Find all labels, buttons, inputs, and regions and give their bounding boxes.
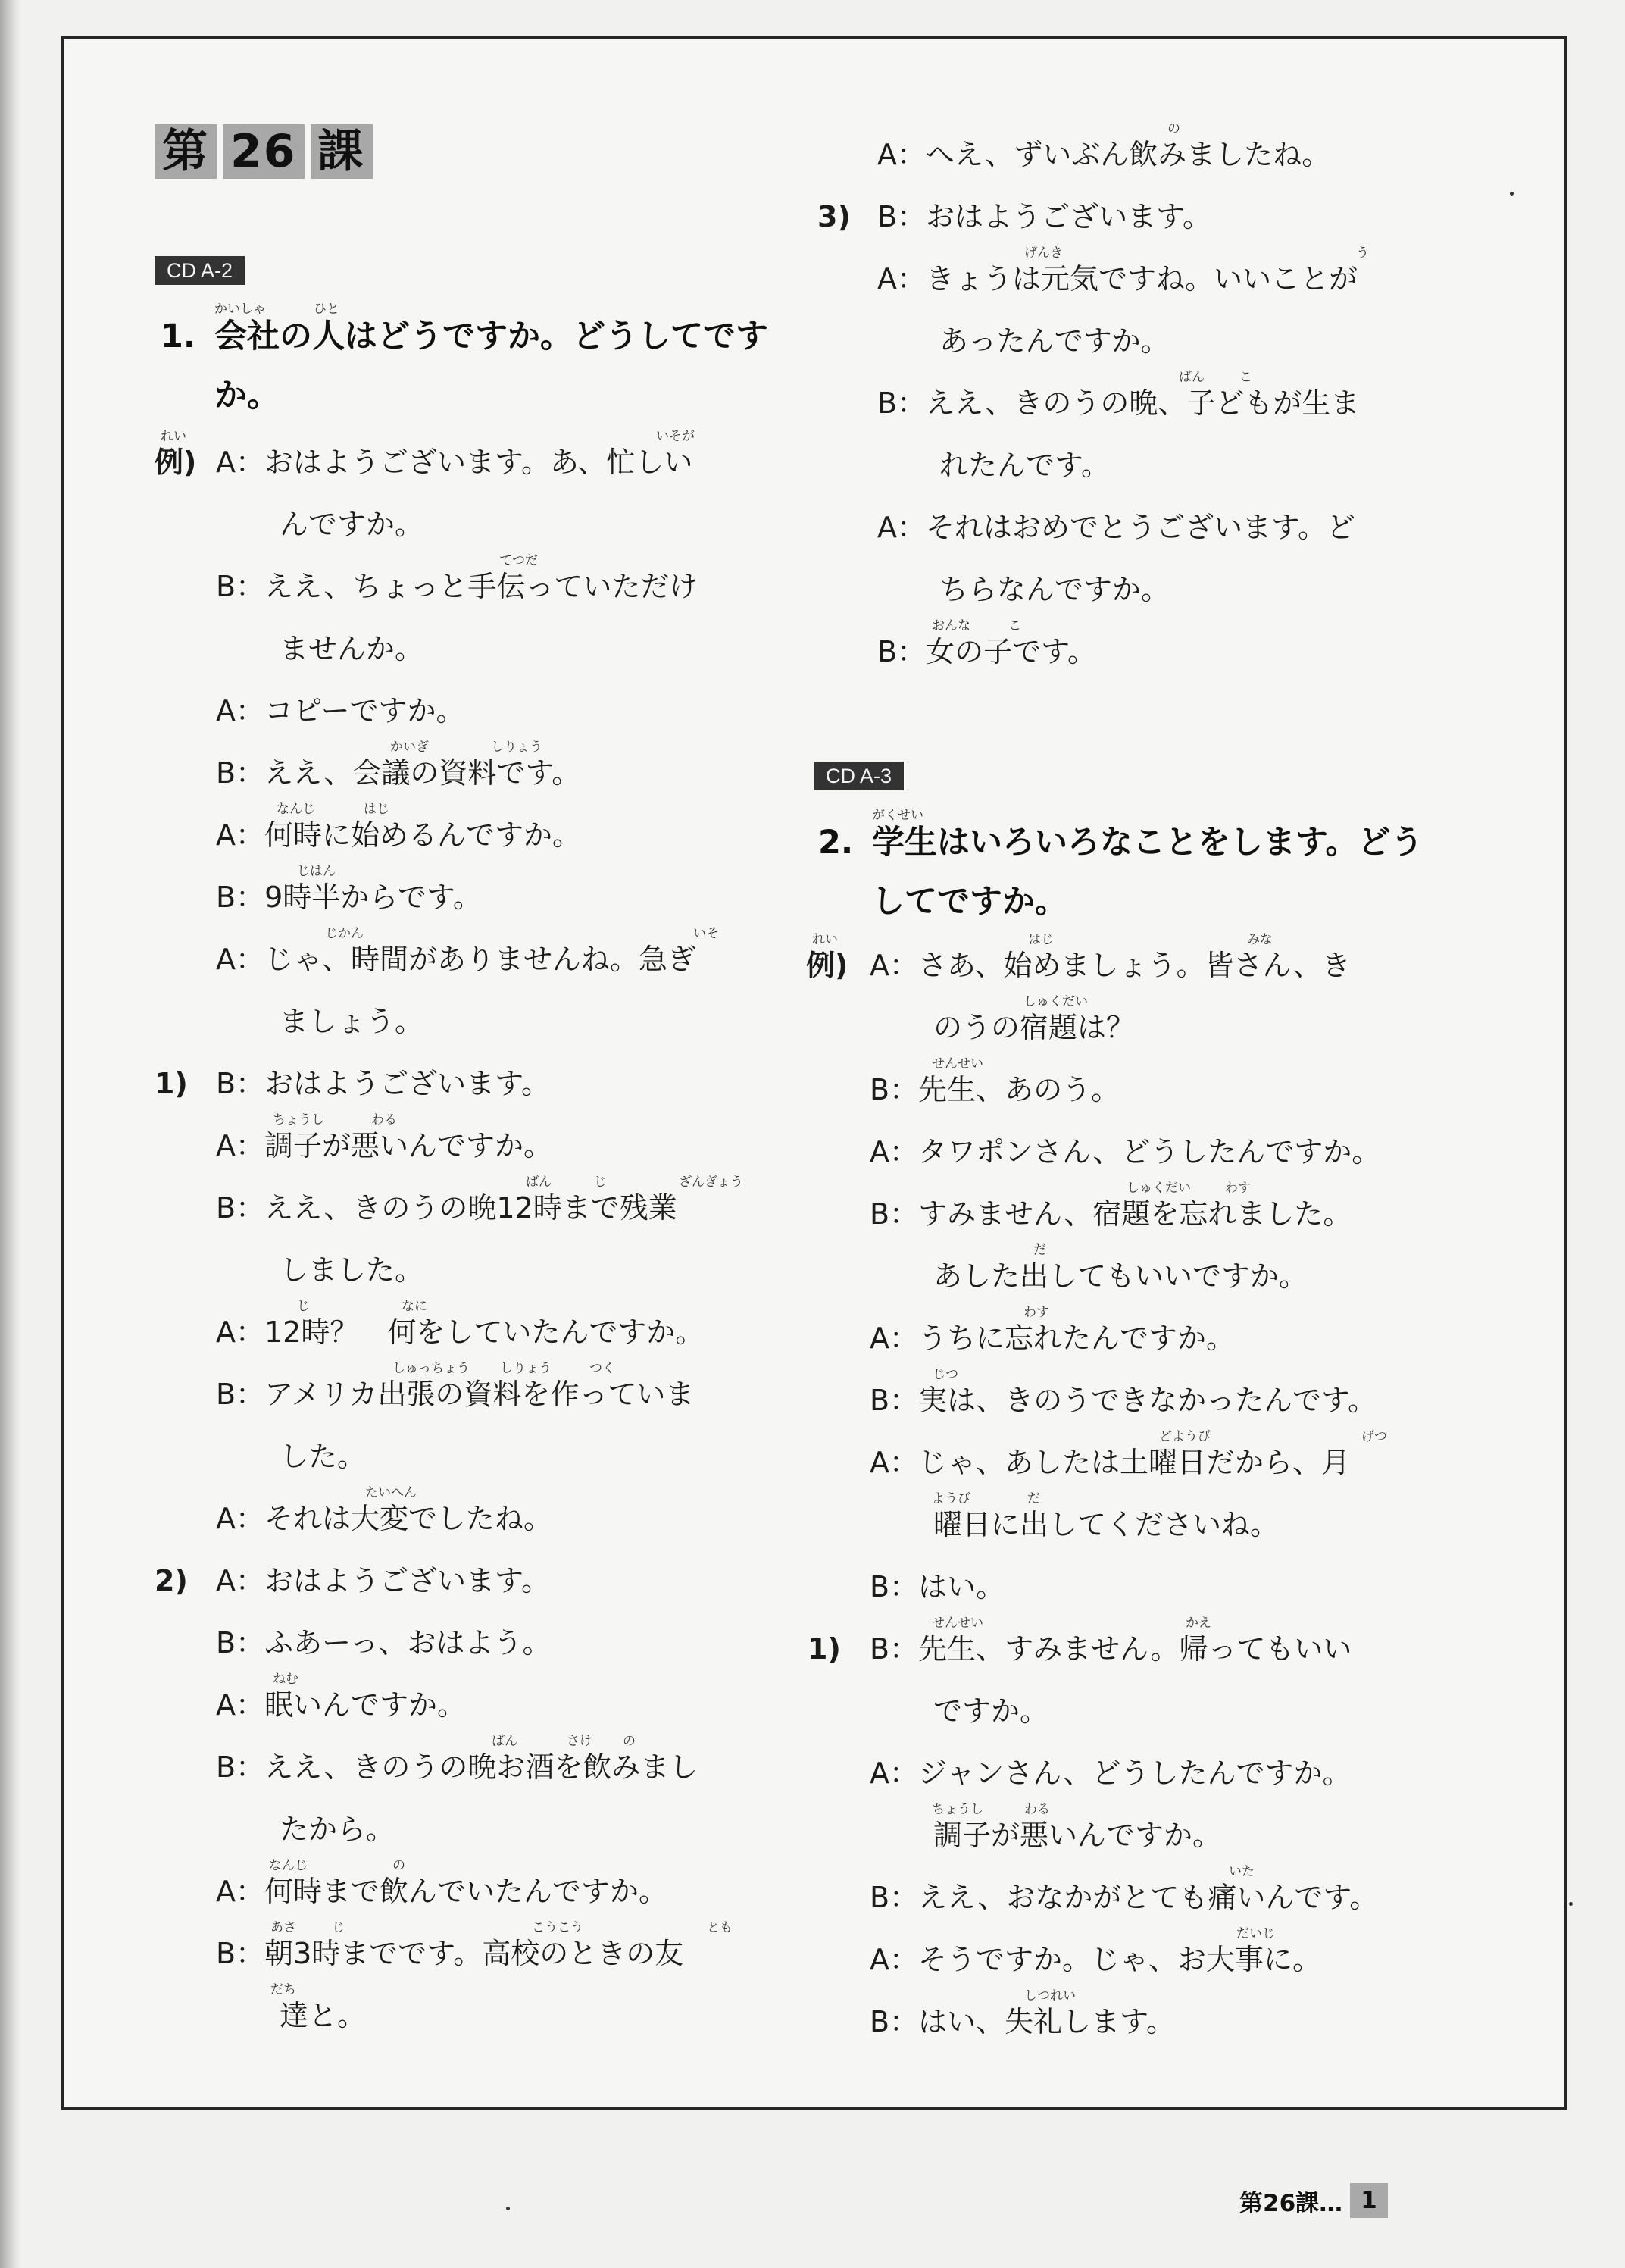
dialogue-line: のうの宿題は？ (933, 1011, 1136, 1044)
furigana: ねむ (273, 1672, 298, 1687)
furigana: どようび (1159, 1429, 1211, 1444)
scan-speck (1510, 192, 1514, 196)
furigana: はじ (1028, 932, 1054, 947)
furigana: つく (589, 1361, 615, 1376)
dialogue-line: A：それはおめでとうございます。ど (877, 511, 1355, 544)
furigana: ばん (526, 1175, 552, 1190)
dialogue-line: B：朝3時までです。高校のときの友 (216, 1937, 684, 1970)
dialogue-line: A：きょうは元気ですね。いいことが (877, 262, 1358, 296)
furigana: わす (1225, 1181, 1251, 1196)
dialogue-line: A：おはようございます。 (216, 1564, 550, 1597)
furigana: いそ (693, 926, 719, 941)
furigana: さけ (567, 1734, 592, 1749)
furigana: だ (1033, 1243, 1046, 1258)
cd-track-label: CD A-3 (814, 762, 904, 790)
dialogue-line: 達と。 (280, 1999, 367, 2032)
furigana: しゅくだい (1127, 1181, 1191, 1196)
dialogue-line: A：12時？ 何をしていたんですか。 (216, 1315, 705, 1349)
furigana: しりょう (491, 740, 542, 755)
dialogue-line: B：おはようございます。 (877, 200, 1212, 233)
exercise-number: 1) (155, 1067, 188, 1100)
page-edge-shadow (0, 0, 21, 2268)
furigana: ばん (492, 1734, 517, 1749)
furigana: なんじ (269, 1858, 308, 1873)
dialogue-line: 曜日に出してくださいね。 (933, 1508, 1280, 1541)
dialogue-line: A：コピーですか。 (216, 694, 465, 727)
page-number: 1 (1350, 2183, 1388, 2218)
dialogue-line: A：ジャンさん、どうしたんですか。 (870, 1757, 1352, 1790)
furigana: げんき (1024, 246, 1063, 261)
furigana: れい (161, 429, 186, 444)
dialogue-line: A：じゃ、あしたは土曜日だから、月 (870, 1446, 1350, 1479)
furigana: なんじ (277, 802, 315, 817)
example-label: 例) (155, 446, 197, 479)
furigana: ばん (1179, 370, 1205, 385)
dialogue-line: あした出してもいいですか。 (933, 1259, 1308, 1293)
dialogue-line: A：うちに忘れたんですか。 (870, 1322, 1235, 1355)
furigana: てつだ (499, 553, 538, 568)
dialogue-line: した。 (280, 1440, 367, 1473)
dialogue-line: ちらなんですか。 (939, 573, 1170, 606)
furigana: こうこう (532, 1920, 583, 1935)
furigana: だいじ (1236, 1926, 1275, 1941)
furigana: の (392, 1858, 405, 1873)
furigana: しゅっちょう (392, 1361, 470, 1376)
dialogue-line: B：実は、きのうできなかったんです。 (870, 1384, 1377, 1417)
furigana: とも (707, 1920, 733, 1935)
question-heading: 学生はいろいろなことをします。どう (872, 824, 1423, 862)
dialogue-line: ましょう。 (280, 1005, 424, 1038)
question-number: 2. (818, 824, 854, 862)
dialogue-line: B：先生、あのう。 (870, 1073, 1120, 1106)
furigana: かいぎ (390, 740, 429, 755)
furigana: う (1356, 246, 1369, 261)
dialogue-line: A：タワポンさん、どうしたんですか。 (870, 1135, 1381, 1168)
dialogue-line: A：おはようございます。あ、忙しい (216, 446, 693, 479)
furigana: じつ (933, 1367, 958, 1382)
dialogue-line: あったんですか。 (939, 324, 1170, 358)
dialogue-line: B：ええ、きのうの晩、子どもが生ま (877, 386, 1360, 420)
dialogue-line: A：何時に始めるんですか。 (216, 818, 581, 852)
dialogue-line: しました。 (280, 1253, 424, 1287)
furigana: じ (297, 1299, 310, 1314)
dialogue-line: B：ええ、会議の資料です。 (216, 756, 581, 790)
furigana: じかん (325, 926, 364, 941)
dialogue-line: B：先生、すみません。帰ってもいい (870, 1632, 1352, 1666)
furigana: なに (402, 1299, 427, 1314)
dialogue-line: A：何時まで飲んでいたんですか。 (216, 1875, 667, 1908)
furigana: たいへん (365, 1485, 417, 1500)
furigana: しつれい (1024, 1988, 1076, 2004)
furigana: かいしゃ (214, 302, 266, 317)
furigana: せんせい (932, 1616, 983, 1631)
furigana: みな (1247, 932, 1273, 947)
furigana: ざんぎょう (679, 1175, 743, 1190)
dialogue-line: たから。 (280, 1813, 395, 1846)
dialogue-line: ませんか。 (280, 632, 424, 665)
furigana: しゅくだい (1023, 994, 1088, 1009)
furigana: ようび (932, 1491, 970, 1506)
dialogue-line: B：おはようございます。 (216, 1067, 551, 1100)
furigana: こ (1008, 618, 1021, 633)
furigana: ひと (314, 302, 339, 317)
furigana: おんな (932, 618, 970, 633)
question-number: 1. (161, 318, 196, 355)
furigana: げつ (1361, 1429, 1387, 1444)
furigana: じはん (297, 864, 336, 879)
dialogue-line: A：それは大変でしたね。 (216, 1502, 552, 1535)
furigana: かえ (1186, 1616, 1211, 1631)
footer-lesson-label: 第26課… (1239, 2189, 1343, 2217)
dialogue-line: B：ふあーっ、おはよう。 (216, 1626, 552, 1660)
dialogue-line: 調子が悪いんですか。 (933, 1819, 1222, 1852)
furigana: の (623, 1734, 636, 1749)
cd-track-label: CD A-2 (155, 256, 245, 285)
question-heading: 会社の人はどうですか。どうしてです (214, 318, 768, 355)
dialogue-line: B：女の子です。 (877, 635, 1097, 668)
exercise-number: 2) (155, 1564, 188, 1597)
scan-speck (506, 2207, 510, 2210)
dialogue-line: れたんです。 (939, 449, 1110, 482)
dialogue-line: B：9時半からです。 (216, 881, 482, 914)
furigana: いた (1229, 1864, 1255, 1879)
furigana: の (1167, 121, 1180, 136)
dialogue-line: A：じゃ、時間がありませんね。急ぎ (216, 943, 696, 976)
dialogue-line: B：ええ、おなかがとても痛いんです。 (870, 1881, 1379, 1914)
lesson-title-suffix: 課 (311, 124, 382, 179)
furigana: いそが (656, 429, 695, 444)
exercise-number: 1) (808, 1632, 841, 1666)
furigana: だち (270, 1982, 296, 1997)
furigana: こ (1239, 370, 1252, 385)
dialogue-line: B：はい。 (870, 1570, 1005, 1603)
furigana: しりょう (500, 1361, 552, 1376)
dialogue-line: B：ええ、ちょっと手伝っていただけ (216, 570, 698, 603)
dialogue-line: B：すみません、宿題を忘れました。 (870, 1197, 1352, 1231)
furigana: れい (812, 932, 838, 947)
lesson-title (155, 124, 379, 179)
furigana: ちょうし (932, 1802, 983, 1817)
dialogue-line: B：アメリカ出張の資料を作っていま (216, 1378, 695, 1411)
furigana: せんせい (932, 1056, 983, 1071)
dialogue-line: A：そうですか。じゃ、お大事に。 (870, 1943, 1321, 1976)
question-heading: か。 (214, 377, 280, 414)
exercise-number: 3) (817, 200, 851, 233)
furigana: わる (371, 1112, 397, 1128)
example-label: 例) (806, 949, 848, 982)
furigana: じ (594, 1175, 607, 1190)
lesson-title-number: 26 (223, 124, 314, 179)
lesson-title-prefix: 第 (155, 124, 226, 179)
furigana: わす (1023, 1305, 1049, 1320)
furigana: はじ (364, 802, 389, 817)
furigana: ちょうし (273, 1112, 324, 1128)
furigana: がくせい (872, 808, 923, 823)
dialogue-line: んですか。 (280, 508, 424, 541)
dialogue-line: B：はい、失礼します。 (870, 2005, 1176, 2038)
dialogue-line: ですか。 (933, 1694, 1049, 1728)
dialogue-line: A：へえ、ずいぶん飲みましたね。 (877, 138, 1331, 171)
dialogue-line: B：ええ、きのうの晩12時まで残業 (216, 1191, 677, 1225)
dialogue-line: A：眠いんですか。 (216, 1688, 466, 1722)
dialogue-line: A：さあ、始めましょう。皆さん、き (870, 949, 1351, 982)
furigana: だ (1027, 1491, 1040, 1506)
dialogue-line: B：ええ、きのうの晩お酒を飲みまし (216, 1750, 698, 1784)
scan-speck (1569, 1902, 1573, 1906)
furigana: わる (1024, 1802, 1050, 1817)
furigana: じ (332, 1920, 345, 1935)
dialogue-line: A：調子が悪いんですか。 (216, 1129, 552, 1162)
page-footer (1239, 2183, 1388, 2218)
question-heading: してですか。 (872, 883, 1067, 921)
furigana: あさ (270, 1920, 296, 1935)
